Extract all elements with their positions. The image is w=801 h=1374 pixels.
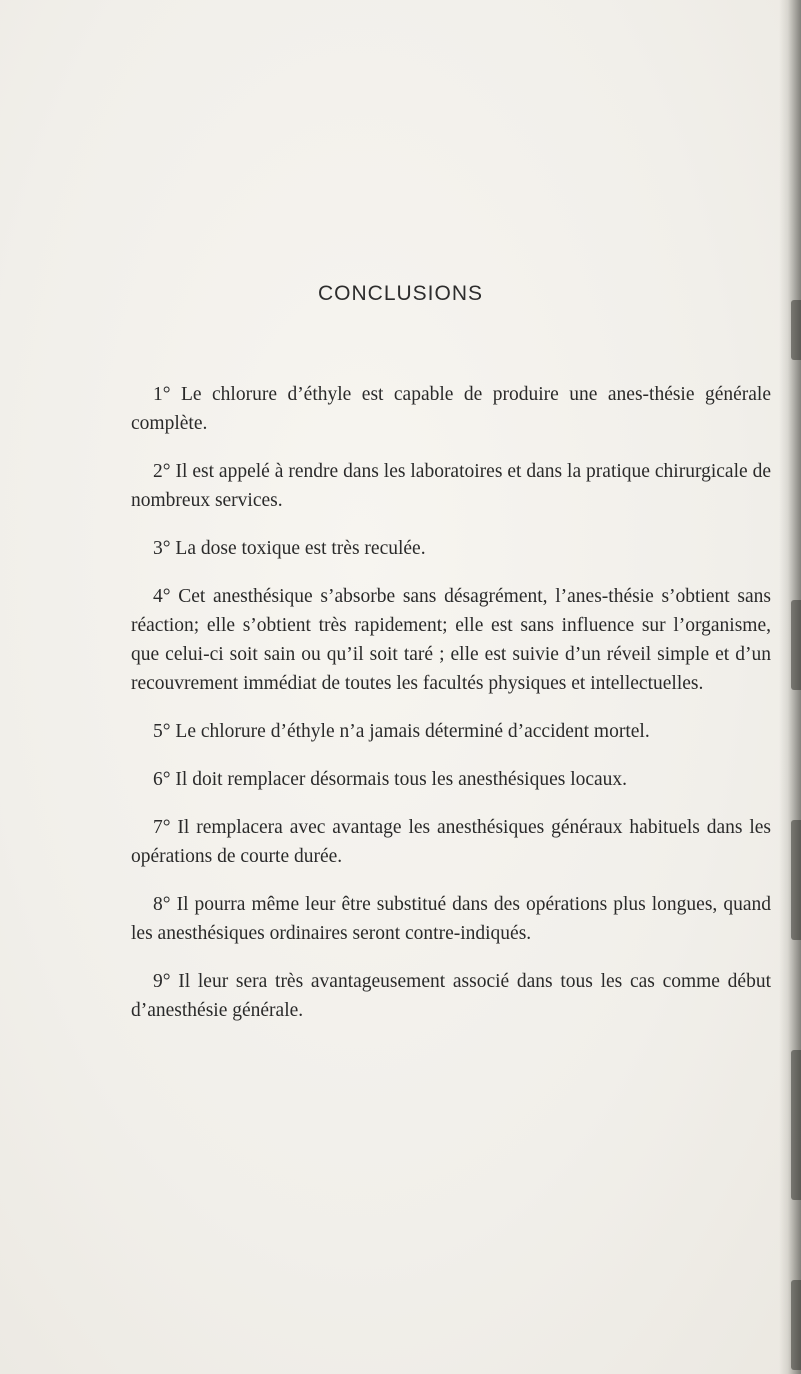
page-title: CONCLUSIONS [317, 282, 484, 305]
edge-stain [791, 1050, 801, 1200]
conclusion-item: 5° Le chlorure d’éthyle n’a jamais déterminé d’accident mortel. [153, 721, 650, 742]
conclusions-list [131, 380, 771, 1044]
conclusion-item: 9° Il leur sera très avantageusement associé dans tous les cas comme début d’anesthésie générale. [131, 971, 771, 1021]
conclusion-item: 2° Il est appelé à rendre dans les laboratoires et dans la pratique chirurgicale de nombreux services. [131, 461, 771, 511]
conclusion-item: 3° La dose toxique est très reculée. [153, 538, 426, 559]
edge-stain [791, 820, 801, 940]
conclusion-item: 7° Il remplacera avec avantage les anesthésiques généraux habituels dans les opérations de courte durée. [131, 817, 771, 867]
edge-stain [791, 1280, 801, 1370]
conclusion-item: 8° Il pourra même leur être substitué dans des opérations plus longues, quand les anesthésiques ordinaires seront contre-indiqués. [131, 894, 771, 944]
edge-stain [791, 600, 801, 690]
conclusion-item: 6° Il doit remplacer désormais tous les anesthésiques locaux. [153, 769, 628, 790]
conclusion-item: 4° Cet anesthésique s’absorbe sans désagrément, l’anes-thésie s’obtient sans réaction; elle s’obtient très rapidement; elle est sans influence sur l’organisme, que celui-ci soit sain ou qu’il soit taré ; elle est suivie d’un réveil simple et d’un recouvrement immédiat de toutes les facultés physiques et intellectuelles. [131, 586, 771, 694]
conclusion-item: 1° Le chlorure d’éthyle est capable de produire une anes-thésie générale complète. [131, 384, 771, 434]
edge-stain [791, 300, 801, 360]
